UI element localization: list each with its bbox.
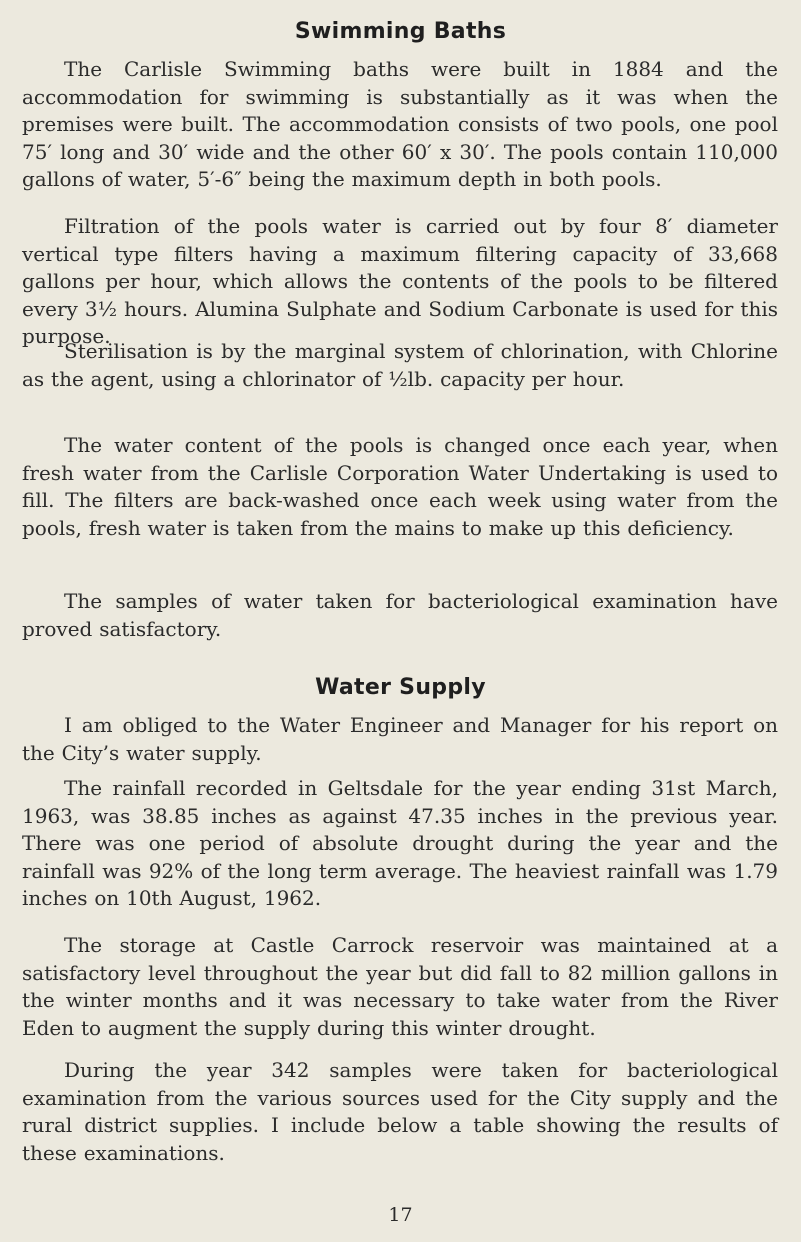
paragraph-sterilisation: Sterilisation is by the marginal system of chlorination, with Chlorine as the agent, using a chlorinator of ½lb. capacity per hour. [22, 339, 778, 391]
paragraph-filtration: Filtration of the pools water is carried out by four 8′ diameter vertical type filters having a maximum filtering capacity of 33,668 gallons per hour, which allows the contents of the pools to be filtered every 3½ hours. Alumina Sulphate and Sodium Carbonate is used for this purpose. [22, 214, 778, 348]
page-number: 17 [388, 1204, 413, 1226]
paragraph-swimming-baths-history: The Carlisle Swimming baths were built in 1884 and the accommodation for swimming is substantially as it was when the premises were built. The accommodation consists of two pools, one pool 75′ long and 30′ wide and the other 60′ x 30′. The pools contain 110,000 gallons of water, 5′-6″ being the maximum depth in both pools. [22, 57, 778, 191]
section-heading-water-supply: Water Supply [315, 675, 486, 700]
paragraph-sample-examinations: During the year 342 samples were taken for bacteriological examination from the various sources used for the City supply and the rural district supplies. I include below a table showing the results of these examinations. [22, 1058, 778, 1165]
section-heading-swimming-baths: Swimming Baths [294, 19, 507, 44]
paragraph-water-engineer-report: I am obliged to the Water Engineer and Manager for his report on the City’s water supply. [22, 713, 778, 765]
paragraph-rainfall: The rainfall recorded in Geltsdale for the year ending 31st March, 1963, was 38.85 inches as against 47.35 inches in the previous year. There was one period of absolute drought during the year and the rainfall was 92% of the long term average. The heaviest rainfall was 1.79 inches on 10th August, 1962. [22, 776, 778, 910]
paragraph-bacteriological-samples: The samples of water taken for bacteriological examination have proved satisfactory. [22, 589, 778, 641]
paragraph-water-change: The water content of the pools is changed once each year, when fresh water from the Carlisle Corporation Water Undertaking is used to fill. The filters are back-washed once each week using water from the pools, fresh water is taken from the mains to make up this deficiency. [22, 433, 778, 540]
paragraph-reservoir-storage: The storage at Castle Carrock reservoir was maintained at a satisfactory level throughout the year but did fall to 82 million gallons in the winter months and it was necessary to take water from the River Eden to augment the supply during this winter drought. [22, 933, 778, 1040]
